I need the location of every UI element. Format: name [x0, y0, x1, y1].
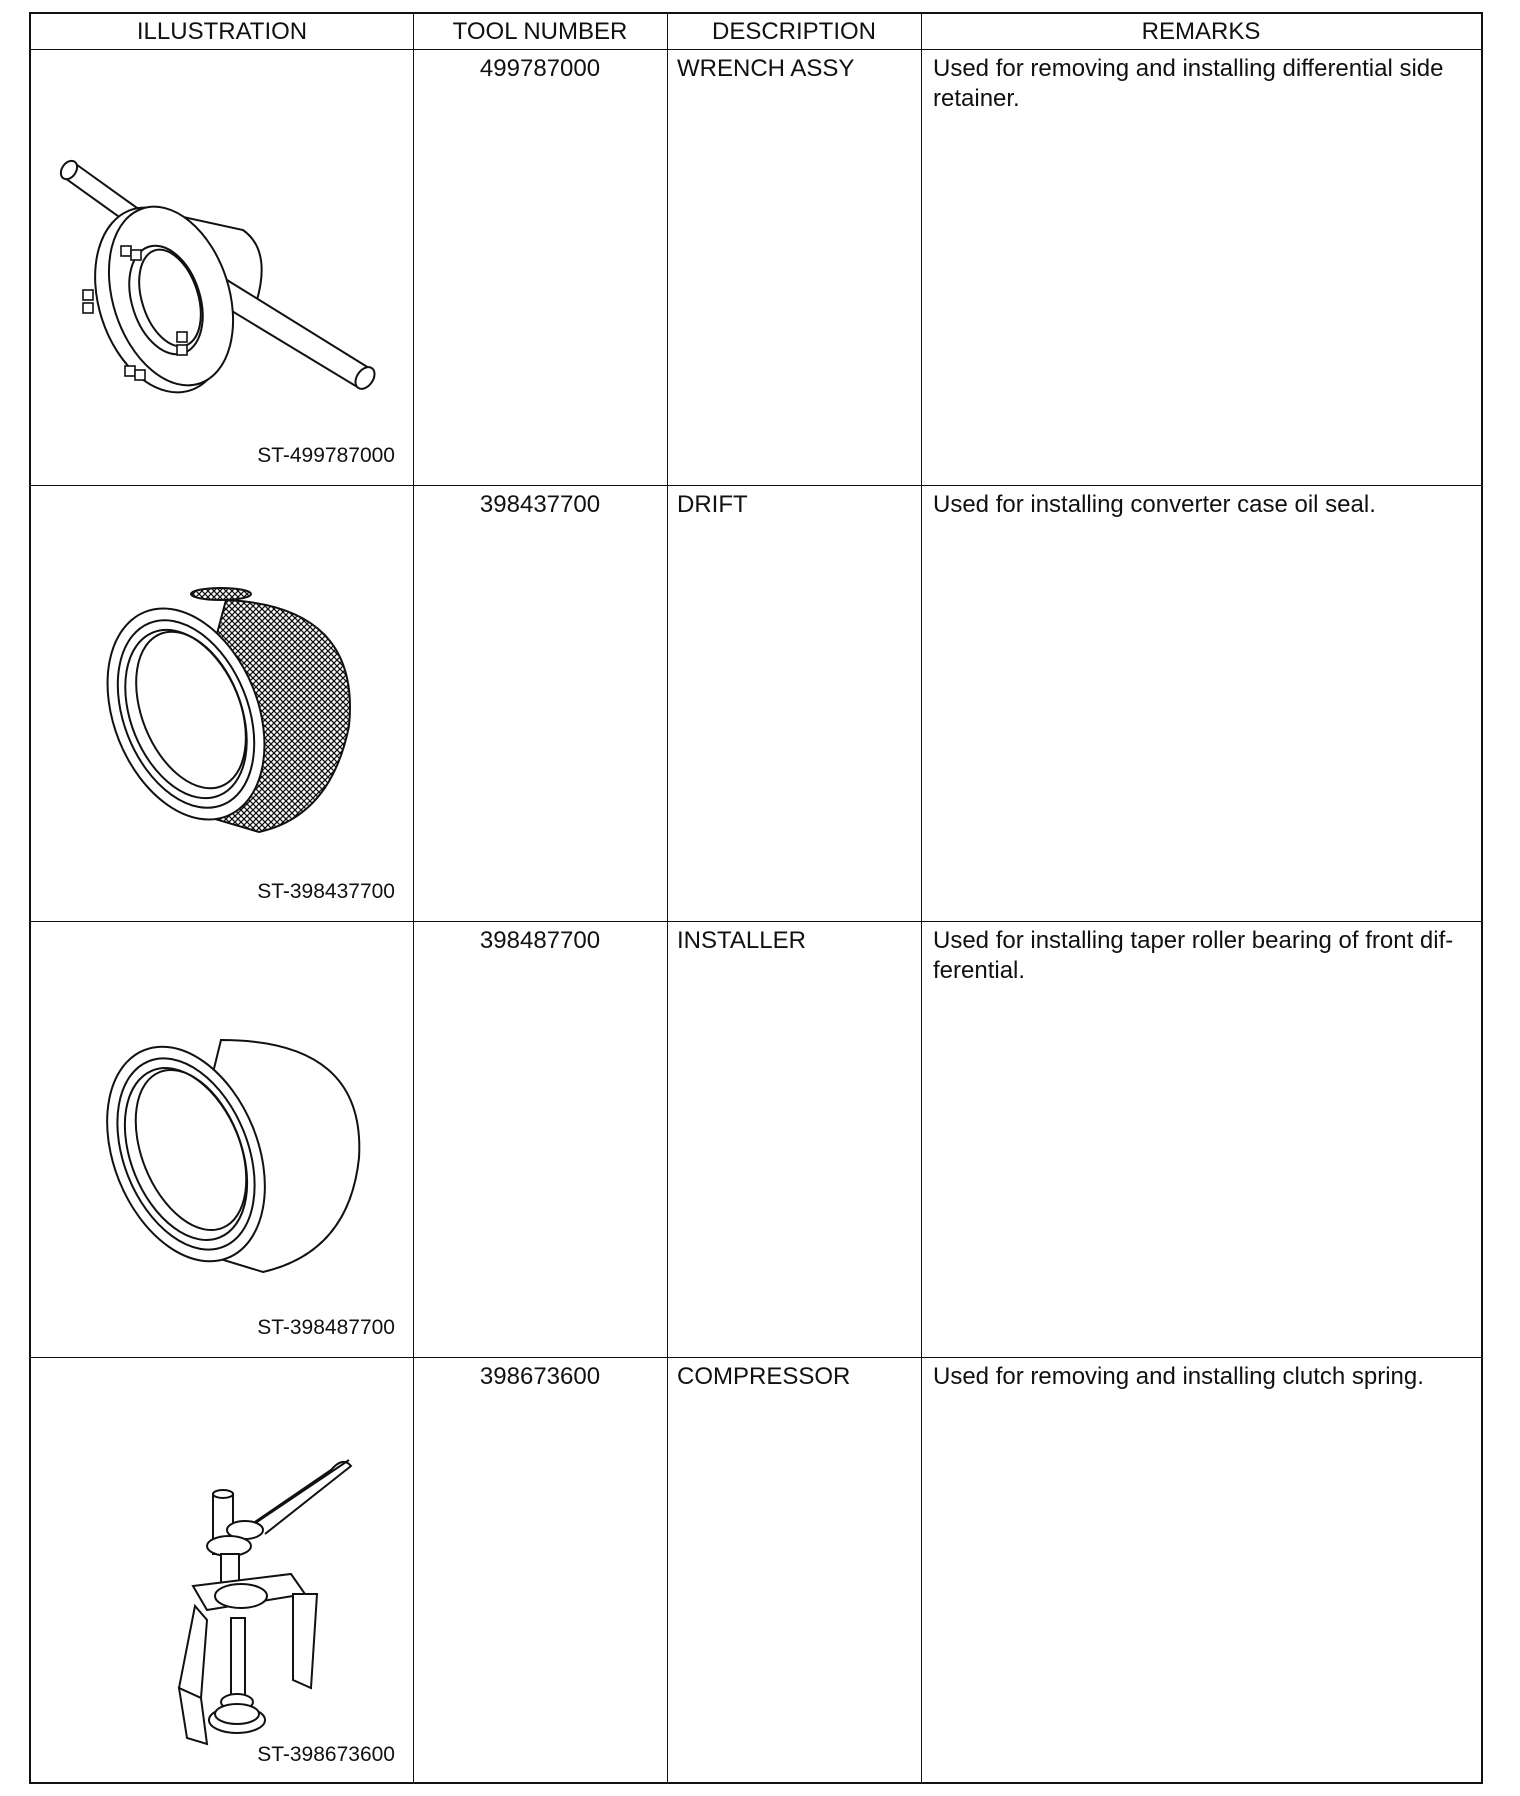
drift-illustration [31, 486, 413, 922]
table-row [31, 922, 1481, 1358]
table-row [31, 1358, 1481, 1784]
remarks-cell: Used for installing taper roller bearing of front dif- ferential. [933, 927, 1454, 984]
header-tool-number: TOOL NUMBER [413, 14, 667, 50]
remarks-cell: Used for removing and installing differential side retainer. [933, 55, 1444, 112]
illustration-caption: ST-398487700 [257, 1316, 395, 1339]
table-body [31, 50, 1481, 1782]
illustration-cell [31, 486, 413, 921]
illustration-cell [31, 50, 413, 485]
header-description: DESCRIPTION [667, 14, 921, 50]
wrench-assy-illustration [31, 50, 413, 486]
header-remarks: REMARKS [921, 14, 1481, 50]
installer-illustration [31, 922, 413, 1358]
tool-number-cell: 398487700 [479, 927, 601, 954]
description-cell: COMPRESSOR [677, 1363, 851, 1390]
table-row [31, 486, 1481, 922]
description-cell: INSTALLER [677, 927, 806, 954]
remarks-cell: Used for removing and installing clutch spring. [933, 1363, 1424, 1390]
description-cell: DRIFT [677, 491, 748, 518]
illustration-cell [31, 1358, 413, 1784]
compressor-illustration [31, 1358, 413, 1784]
tool-number-cell: 398673600 [479, 1363, 601, 1390]
illustration-caption: ST-398437700 [257, 880, 395, 903]
remarks-cell: Used for installing converter case oil seal. [933, 491, 1376, 518]
illustration-caption: ST-499787000 [257, 444, 395, 467]
illustration-caption: ST-398673600 [257, 1743, 395, 1766]
header-illustration: ILLUSTRATION [31, 14, 413, 50]
special-tools-table [29, 12, 1483, 1784]
table-row [31, 50, 1481, 486]
tool-number-cell: 398437700 [479, 491, 601, 518]
tool-number-cell: 499787000 [479, 55, 601, 82]
description-cell: WRENCH ASSY [677, 55, 855, 82]
illustration-cell [31, 922, 413, 1357]
